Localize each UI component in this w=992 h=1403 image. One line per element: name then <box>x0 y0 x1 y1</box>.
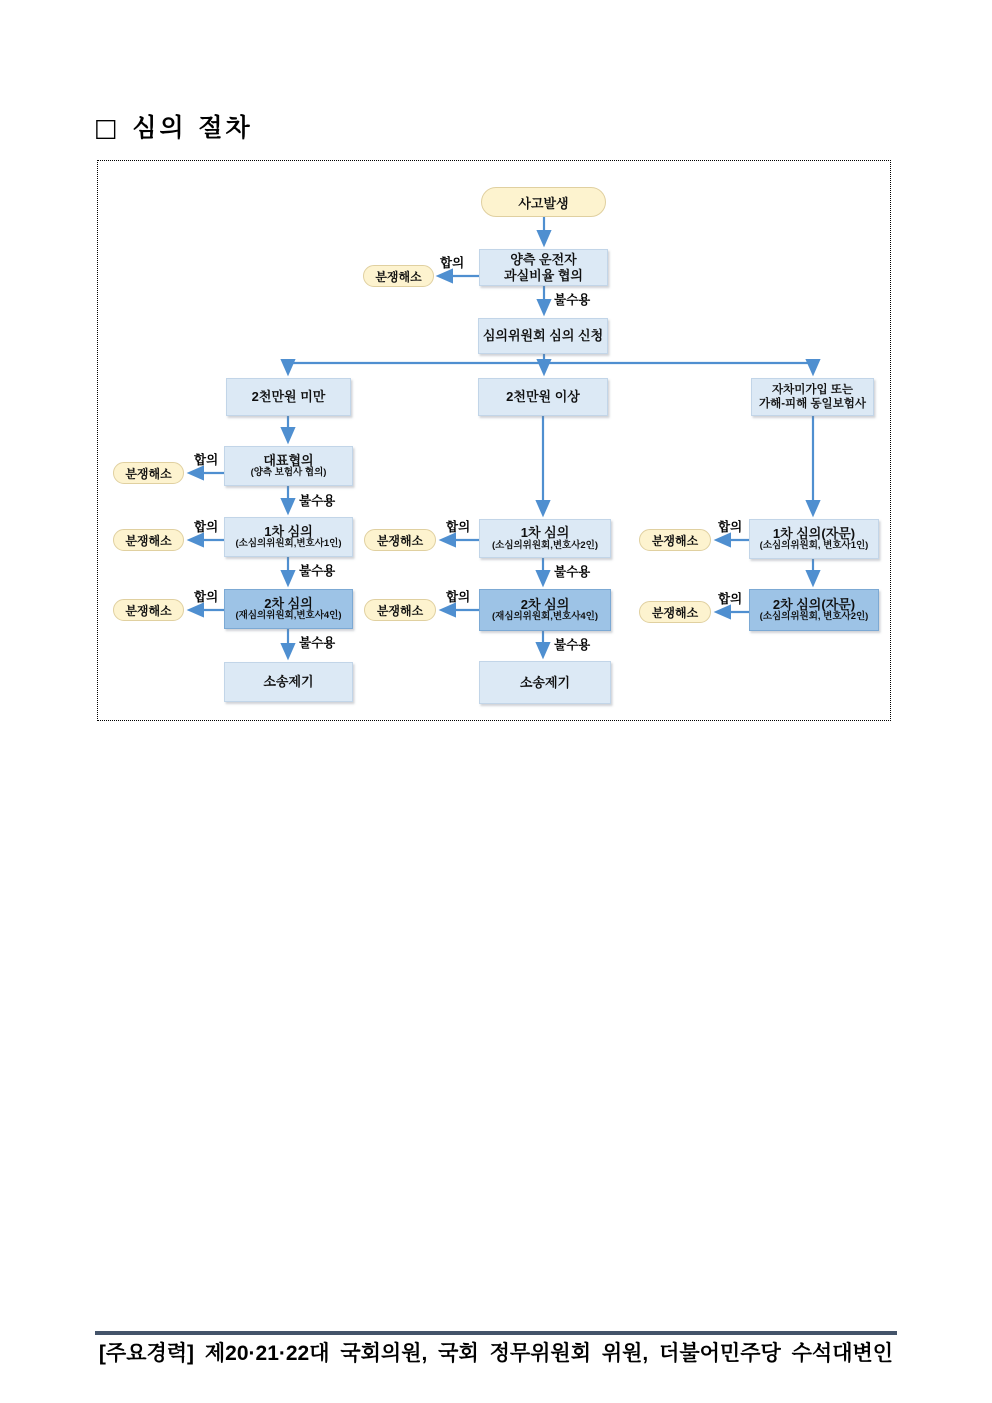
node-accident-start: 사고발생 <box>481 187 606 217</box>
badge-dispute-resolved: 분쟁해소 <box>639 529 711 551</box>
badge-dispute-resolved: 분쟁해소 <box>113 599 184 621</box>
node-lawsuit-mid-label: 소송제기 <box>519 674 571 690</box>
label-agree: 합의 <box>446 520 471 534</box>
label-agree: 합의 <box>194 453 219 467</box>
label-agree: 합의 <box>194 520 219 534</box>
label-agree: 합의 <box>194 590 219 604</box>
node-branch-uninsured <box>751 378 874 416</box>
label-agree: 합의 <box>440 256 465 270</box>
node-rep-negotiation-title: 대표협의 <box>263 452 314 468</box>
badge-dispute-resolved: 분쟁해소 <box>639 601 711 623</box>
badge-dispute-resolved: 분쟁해소 <box>363 265 434 287</box>
node-committee-request-label: 심의위원회 심의 신청 <box>482 328 604 344</box>
node-first-review-mid-sub: (소심의위원회,변호사2인) <box>491 539 599 551</box>
node-first-review-left-sub: (소심의위원회,변호사1인) <box>235 538 342 550</box>
node-second-review-mid <box>479 589 611 631</box>
label-agree: 합의 <box>718 592 743 606</box>
node-branch-under-20m-label: 2천만원 미만 <box>251 389 326 405</box>
node-branch-over-20m <box>478 378 608 416</box>
node-rep-negotiation <box>224 446 353 486</box>
node-second-review-mid-title: 2차 심의 <box>520 596 570 612</box>
node-fault-negotiation-line1: 양측 운전자 <box>510 251 577 267</box>
node-first-review-mid <box>479 519 611 558</box>
node-first-review-left-title: 1차 심의 <box>264 523 313 539</box>
flow-arrows <box>98 161 892 722</box>
node-second-review-left <box>224 589 353 629</box>
flowchart-container <box>97 160 891 721</box>
node-committee-request <box>478 318 608 354</box>
page-title: □ 심의 절차 <box>94 113 253 142</box>
node-second-review-left-sub: (재심의위원회,변호사4인) <box>235 610 342 622</box>
label-reject: 불수용 <box>554 638 591 652</box>
label-reject: 불수용 <box>299 636 336 650</box>
node-branch-uninsured-line2: 가해-피해 동일보험사 <box>758 398 866 410</box>
label-agree: 합의 <box>446 590 471 604</box>
node-lawsuit-left-label: 소송제기 <box>263 674 314 690</box>
node-fault-negotiation-line2: 과실비율 협의 <box>504 267 583 283</box>
node-branch-uninsured-line1: 자차미가입 또는 <box>772 383 853 396</box>
footer-career-text: [주요경력] 제20·21·22대 국회의원, 국회 정무위원회 위원, 더불어민주당 수석대변인 <box>98 1342 894 1365</box>
node-first-review-advisory-title: 1차 심의(자문) <box>772 525 856 541</box>
badge-dispute-resolved: 분쟁해소 <box>364 599 436 621</box>
node-branch-over-20m-label: 2천만원 이상 <box>506 389 580 405</box>
label-reject: 불수용 <box>299 494 336 508</box>
node-second-review-left-title: 2차 심의 <box>264 595 313 611</box>
badge-dispute-resolved: 분쟁해소 <box>113 529 184 551</box>
label-reject: 불수용 <box>554 293 591 307</box>
node-second-review-advisory-title: 2차 심의(자문) <box>772 596 856 612</box>
label-reject: 불수용 <box>299 564 336 578</box>
badge-dispute-resolved: 분쟁해소 <box>113 462 184 484</box>
node-branch-under-20m <box>226 378 351 416</box>
label-agree: 합의 <box>718 520 743 534</box>
node-lawsuit-left <box>224 662 353 702</box>
label-reject: 불수용 <box>554 565 591 579</box>
node-fault-negotiation <box>479 249 608 286</box>
node-rep-negotiation-sub: (양측 보험사 협의) <box>250 467 327 479</box>
node-first-review-mid-title: 1차 심의 <box>520 525 570 541</box>
node-first-review-advisory <box>749 519 879 559</box>
node-second-review-advisory-sub: (소심의위원회, 변호사2인) <box>759 611 869 623</box>
node-first-review-left <box>224 517 353 557</box>
node-second-review-mid-sub: (재심의위원회,변호사4인) <box>491 611 599 623</box>
footer-divider <box>95 1331 897 1335</box>
node-lawsuit-mid <box>479 661 611 704</box>
node-first-review-advisory-sub: (소심의위원회, 변호사1인) <box>759 540 869 552</box>
badge-dispute-resolved: 분쟁해소 <box>364 529 436 551</box>
node-second-review-advisory <box>749 589 879 631</box>
